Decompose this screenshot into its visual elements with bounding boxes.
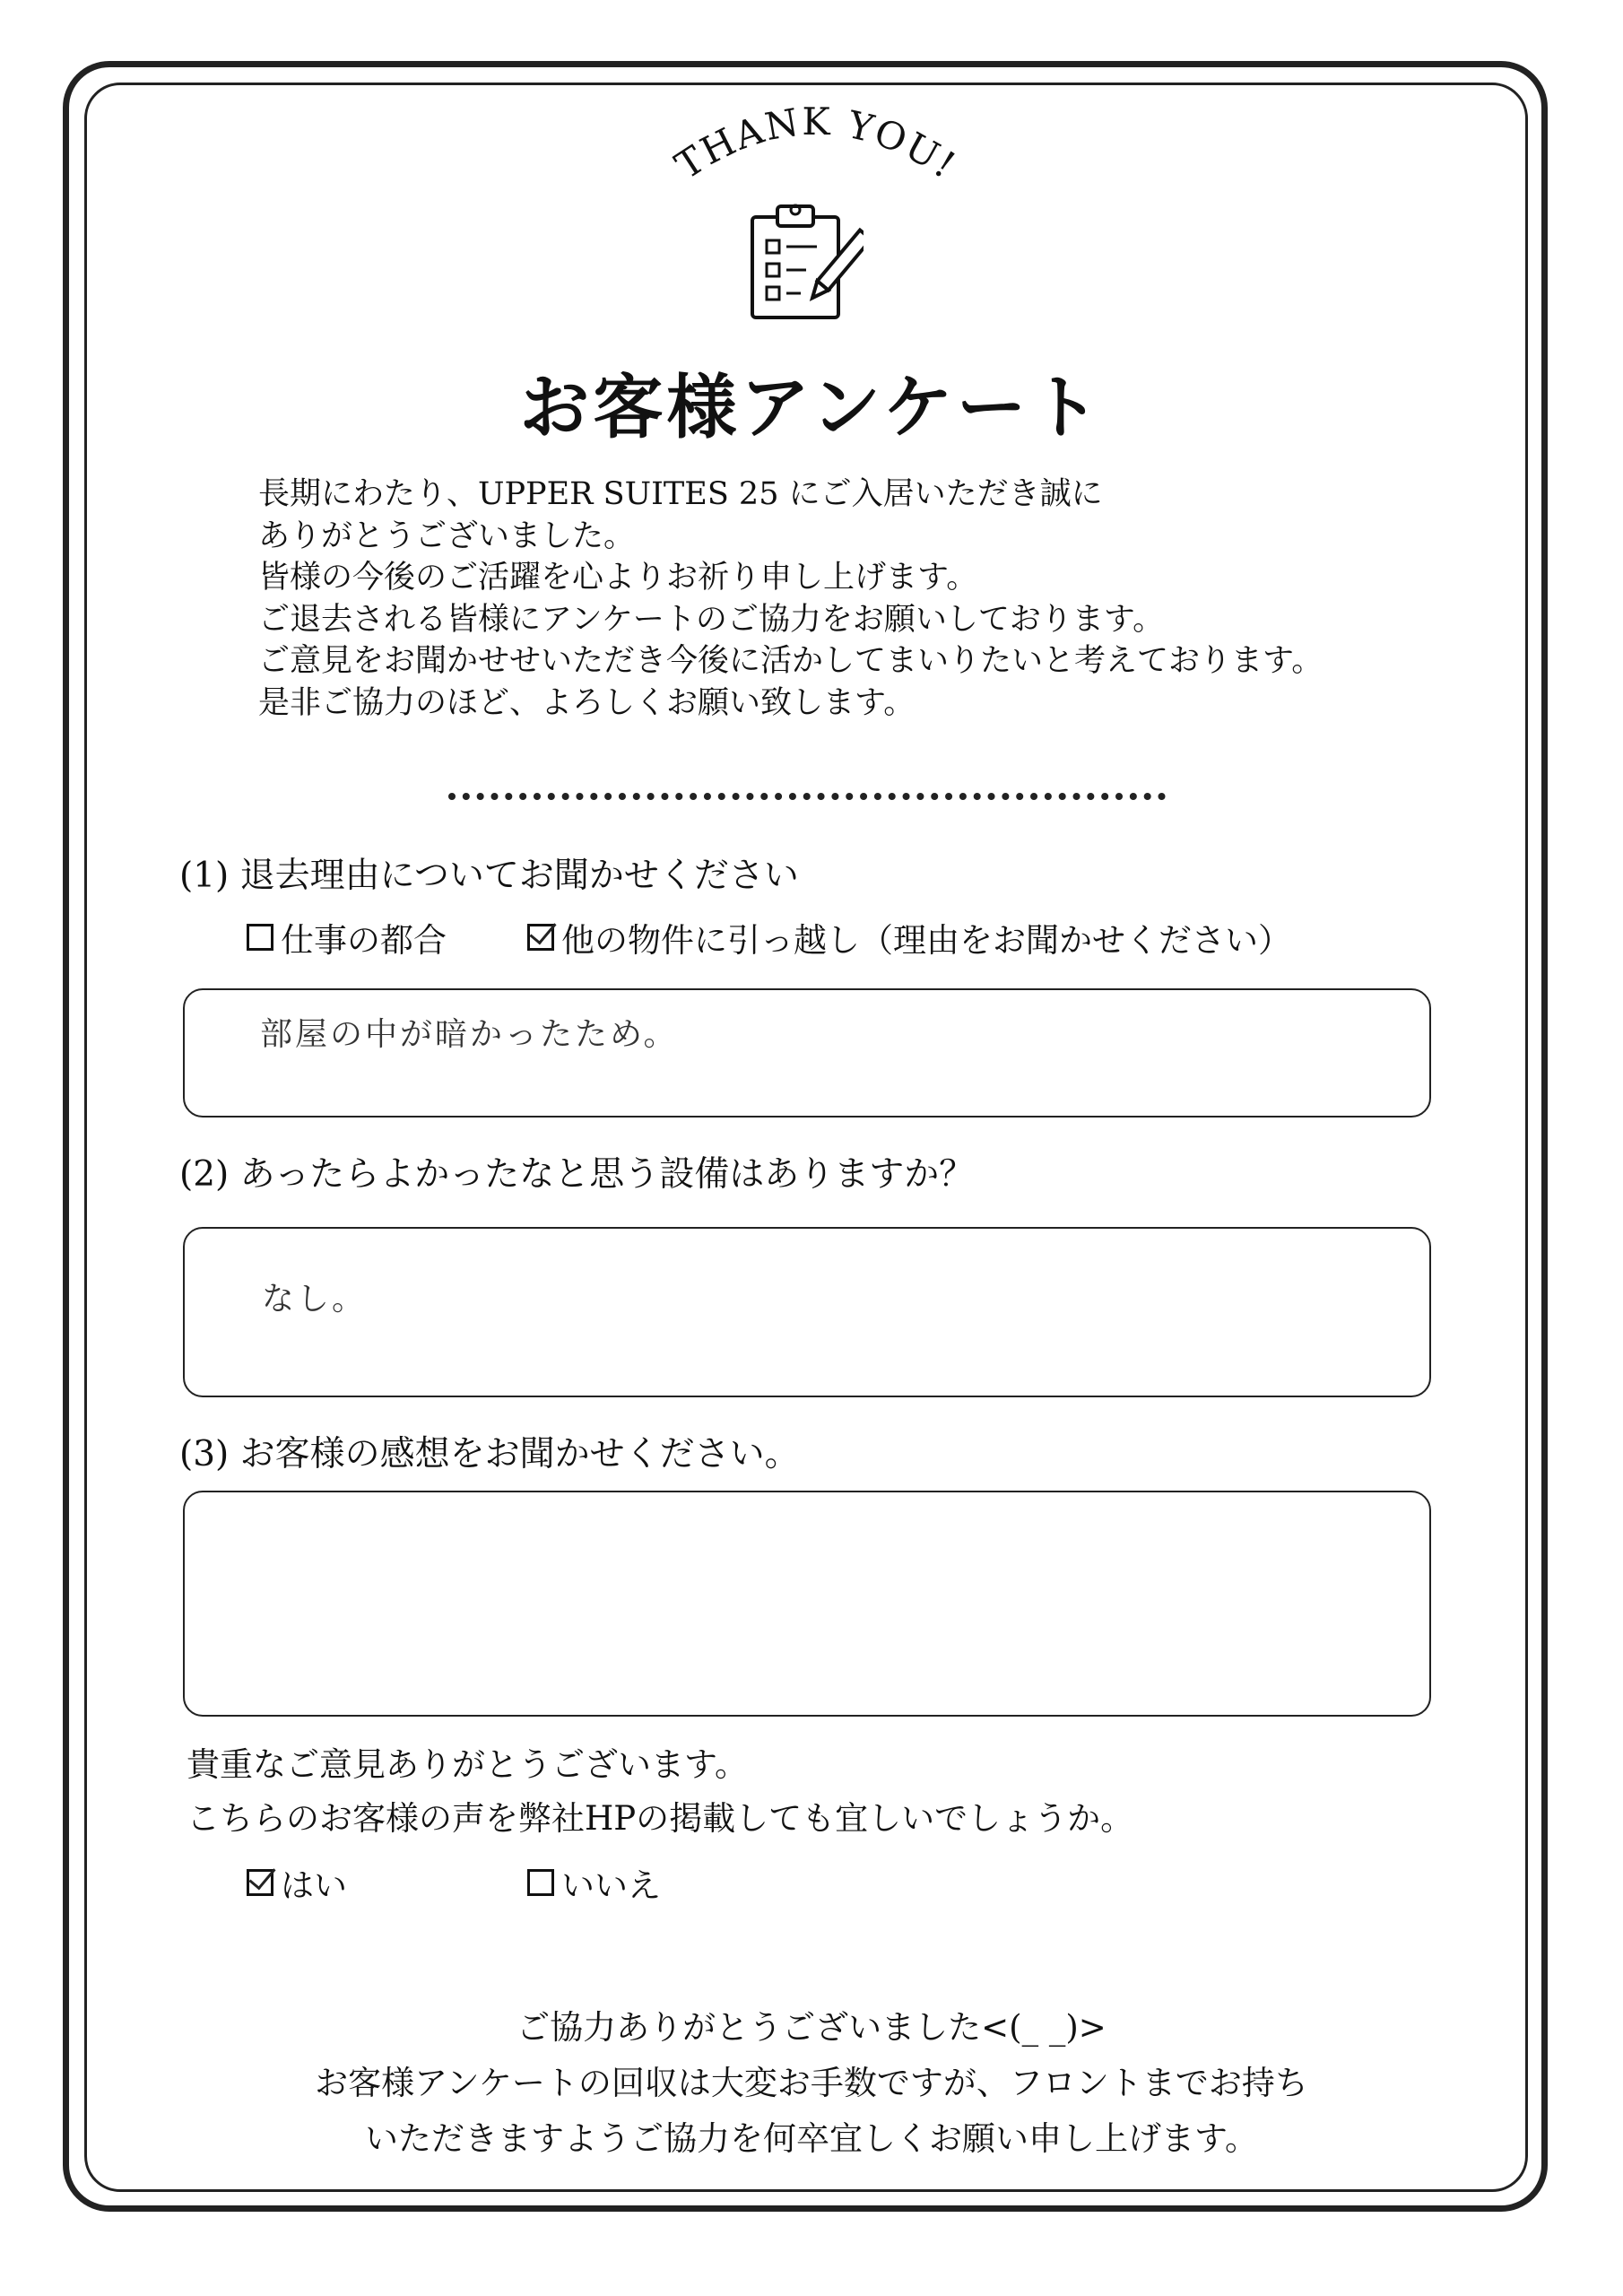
option-label: いいえ bbox=[561, 1866, 661, 1905]
thank-you-text: THANK YOU! bbox=[667, 99, 965, 188]
dotted-divider bbox=[448, 793, 1166, 800]
q2-answer-box[interactable] bbox=[183, 1227, 1431, 1397]
footer-thanks: ご協力ありがとうございました<(_ _)> bbox=[516, 2008, 1107, 2047]
question-3-label: (3) お客様の感想をお聞かせください。 bbox=[179, 1434, 800, 1474]
svg-text:THANK YOU! bbox=[667, 100, 965, 188]
intro-line: 皆様の今後のご活躍を心よりお祈り申し上げます。 bbox=[258, 560, 978, 596]
checkbox-checked[interactable] bbox=[247, 1869, 273, 1896]
q1-option-work[interactable] bbox=[247, 913, 447, 961]
option-label: 他の物件に引っ越し（理由をお聞かせください） bbox=[561, 921, 1291, 960]
consent-option-yes[interactable] bbox=[247, 1858, 347, 1907]
option-label: はい bbox=[281, 1866, 347, 1905]
checkbox[interactable] bbox=[247, 924, 273, 951]
q2-handwritten-answer: なし。 bbox=[262, 1281, 368, 1318]
page-title: お客様アンケート bbox=[519, 367, 1104, 448]
q1-option-moving[interactable] bbox=[527, 913, 1291, 961]
intro-paragraph bbox=[258, 474, 1424, 724]
footer-instructions-line-2: いただきますようご協力を何卒宜しくお願い申し上げます。 bbox=[364, 2119, 1259, 2158]
checkbox[interactable] bbox=[527, 1869, 554, 1896]
publish-consent-question: こちらのお客様の声を弊社HPの掲載しても宜しいでしょうか。 bbox=[187, 1799, 1134, 1838]
q1-handwritten-answer: 部屋の中が暗かったため。 bbox=[260, 1016, 679, 1053]
intro-line: ありがとうございました。 bbox=[258, 517, 636, 554]
footer-instructions-line-1: お客様アンケートの回収は大変お手数ですが、フロントまでお持ち bbox=[315, 2064, 1308, 2102]
intro-line: ご退去される皆様にアンケートのご協力をお願いしております。 bbox=[258, 601, 1165, 638]
intro-line: ご意見をお聞かせせいただき今後に活かしてまいりたいと考えております。 bbox=[258, 643, 1324, 679]
checkbox-checked[interactable] bbox=[527, 924, 554, 951]
question-2-label: (2) あったらよかったなと思う設備はありますか？ bbox=[179, 1154, 975, 1195]
intro-line: 長期にわたり、UPPER SUITES 25 にご入居いただき誠に bbox=[258, 476, 1103, 512]
intro-line: 是非ご協力のほど、よろしくお願い致します。 bbox=[258, 684, 916, 721]
question-1-label: (1) 退去理由についてお聞かせください bbox=[179, 856, 799, 896]
thanks-for-feedback-text: 貴重なご意見ありがとうございます。 bbox=[187, 1745, 749, 1784]
option-label: 仕事の都合 bbox=[281, 921, 447, 960]
clipboard-checklist-icon bbox=[747, 197, 864, 323]
consent-option-no[interactable] bbox=[527, 1858, 661, 1907]
q3-answer-box[interactable] bbox=[183, 1491, 1431, 1717]
